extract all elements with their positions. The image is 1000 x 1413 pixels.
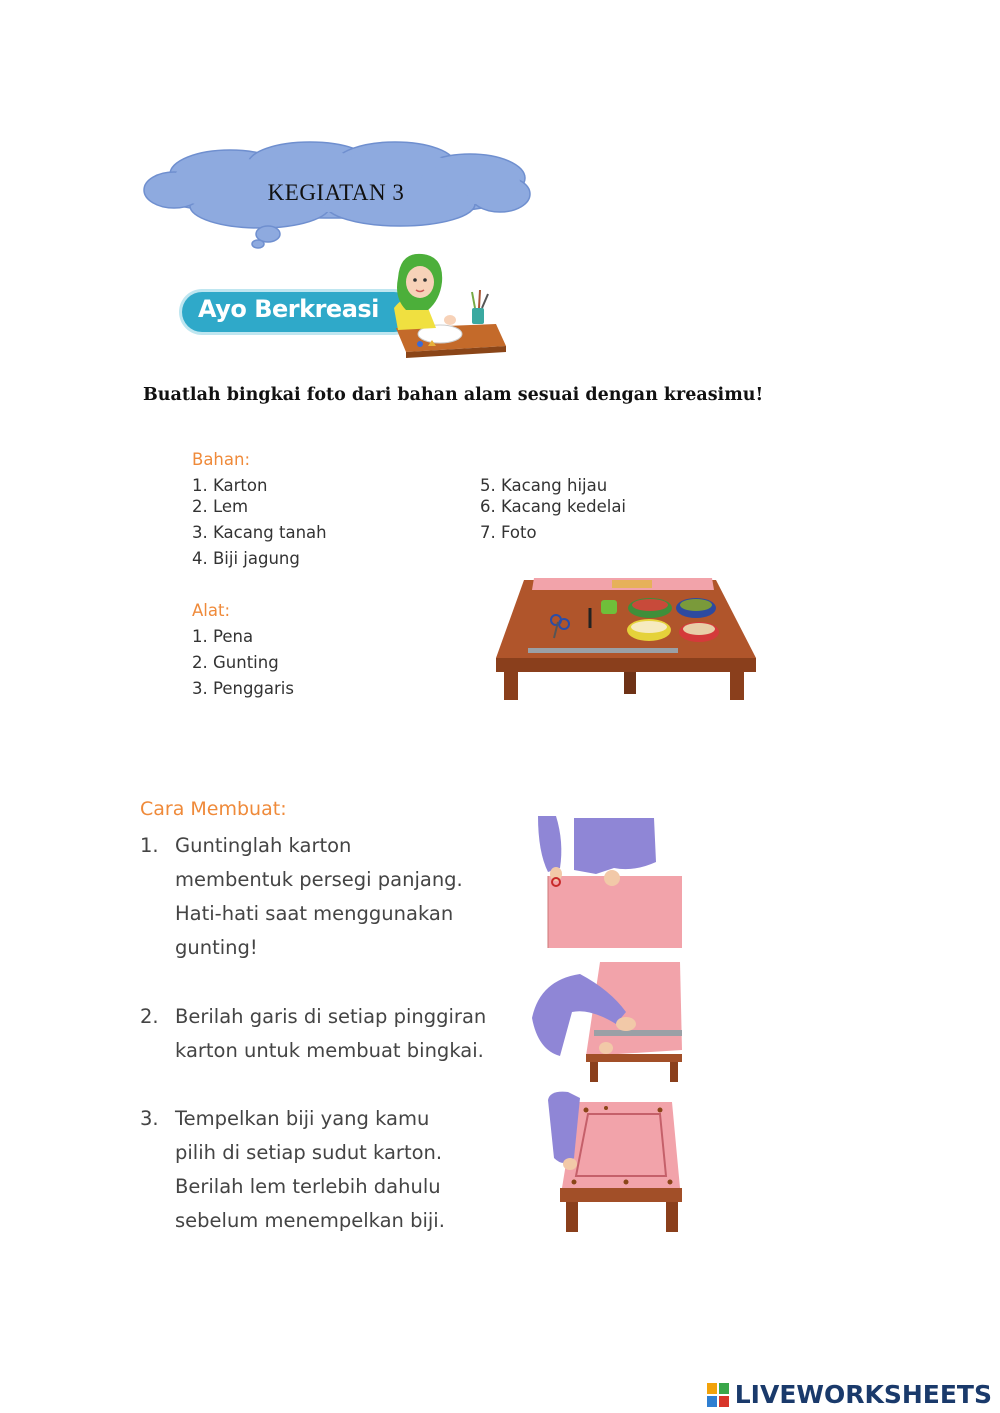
- bahan-heading: Bahan:: [192, 450, 251, 469]
- photo-frame-illustration: [546, 1088, 686, 1234]
- step-2: [140, 1000, 520, 1068]
- banner-label: Ayo Berkreasi: [198, 295, 379, 323]
- bahan-item: 7. Foto: [480, 523, 537, 542]
- bahan-item: 5. Kacang hijau: [480, 476, 608, 495]
- step-number: 3.: [140, 1107, 159, 1130]
- step-line: karton untuk membuat bingkai.: [175, 1039, 484, 1062]
- alat-heading: Alat:: [192, 601, 231, 620]
- bahan-item: 2. Lem: [192, 497, 249, 516]
- girl-crafting-illustration: [376, 248, 516, 368]
- liveworksheets-footer: [707, 1380, 992, 1409]
- alat-item: 1. Pena: [192, 627, 254, 646]
- alat-item: 2. Gunting: [192, 653, 279, 672]
- liveworksheets-logo-icon: [707, 1383, 729, 1407]
- step-line: sebelum menempelkan biji.: [175, 1209, 445, 1232]
- step-line: Berilah lem terlebih dahulu: [175, 1175, 441, 1198]
- step-line: Hati-hati saat menggunakan: [175, 902, 454, 925]
- bahan-item: 4. Biji jagung: [192, 549, 300, 568]
- activity-title: KEGIATAN 3: [267, 180, 405, 205]
- cara-membuat-heading: Cara Membuat:: [140, 798, 287, 820]
- bahan-item: 6. Kacang kedelai: [480, 497, 627, 516]
- hands-cutting-illustration: [534, 812, 686, 950]
- bahan-item: 1. Karton: [192, 476, 268, 495]
- step-line: gunting!: [175, 936, 258, 959]
- ayo-berkreasi-banner: [176, 248, 516, 368]
- alat-item: 3. Penggaris: [192, 679, 294, 698]
- instruction-text: Buatlah bingkai foto dari bahan alam sesuai dengan kreasimu!: [143, 385, 764, 405]
- step-number: 1.: [140, 834, 159, 857]
- step-line: pilih di setiap sudut karton.: [175, 1141, 443, 1164]
- step-line: Guntinglah karton: [175, 834, 352, 857]
- step-line: Tempelkan biji yang kamu: [175, 1107, 430, 1130]
- activity-cloud: [140, 140, 532, 252]
- hands-ruling-illustration: [530, 960, 686, 1084]
- step-line: Berilah garis di setiap pinggiran: [175, 1005, 487, 1028]
- table-with-materials-illustration: [494, 576, 758, 702]
- footer-brand: LIVEWORKSHEETS: [734, 1380, 992, 1409]
- step-3: [140, 1102, 520, 1238]
- step-number: 2.: [140, 1005, 159, 1028]
- bahan-item: 3. Kacang tanah: [192, 523, 327, 542]
- step-line: membentuk persegi panjang.: [175, 868, 463, 891]
- step-1: [140, 829, 520, 965]
